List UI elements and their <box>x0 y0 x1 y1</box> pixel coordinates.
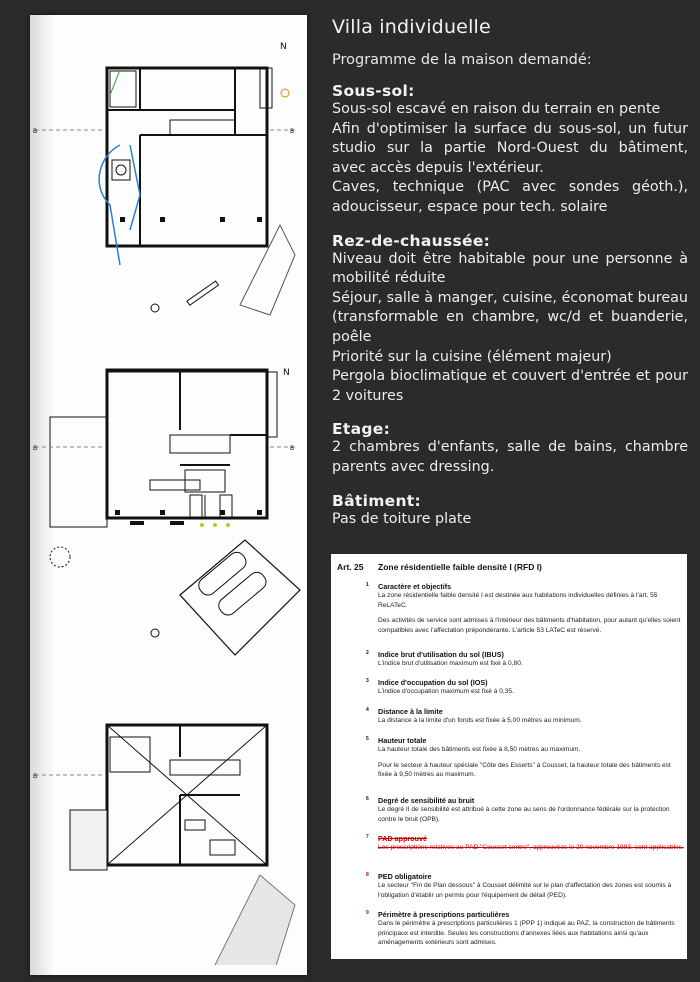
clause-number: 5 <box>366 736 369 742</box>
section-text-upper-floor <box>332 438 688 477</box>
section-mark-b-left-2: B <box>33 445 38 452</box>
clause-paragraph: Dans le périmètre à prescriptions particulières 1 (PPP 1) indiqué au PAZ, la construction de bâtiments principaux est interdite. Seules les constructions d'annexes liées aux habitations ainsi qu'aux aménagements extérieurs sont admises. <box>378 920 675 947</box>
ground-line-1: Niveau doit être habitable pour une personne à mobilité réduite <box>332 250 688 287</box>
program-subtitle: Programme de la maison demandé: <box>332 52 592 68</box>
section-heading-building: Bâtiment: <box>332 491 422 510</box>
clause-2 <box>366 650 684 669</box>
article-number: Art. 25 <box>337 562 364 572</box>
clause-3 <box>366 678 684 697</box>
clause-heading: Hauteur totale <box>378 736 427 745</box>
clause-paragraph: La zone résidentielle faible densité I est destinée aux habitations individuelles définies à l'art. 55 ReLATeC. <box>378 592 658 609</box>
clause-heading: Distance à la limite <box>378 707 443 716</box>
clause-paragraph: L'indice brut d'utilisation maximum est fixé à 0,80. <box>378 660 523 667</box>
clause-paragraph: La distance à la limite d'un fonds est fixée à 5,00 mètres au minimum. <box>378 717 582 724</box>
section-heading-ground-floor: Rez-de-chaussée: <box>332 231 491 250</box>
upper-line-1: 2 chambres d'enfants, salle de bains, chambre parents avec dressing. <box>332 439 688 475</box>
clause-paragraph: Le secteur "Fin de Plan dessous" à Cousset délimité sur le plan d'affectation des zones est soumis à l'obligation d'établir un permis pour l'équipement de détail (PED). <box>378 882 672 899</box>
section-mark-b-right-2: B <box>290 445 295 452</box>
basement-floor-plan <box>30 15 307 335</box>
clause-heading: Indice brut d'utilisation du sol (IBUS) <box>378 650 504 659</box>
clause-heading: Indice d'occupation du sol (IOS) <box>378 678 488 687</box>
clause-1 <box>366 582 684 635</box>
clause-paragraph: Le degré II de sensibilité est attribué à cette zone au sens de l'ordonnance fédérale sur la protection contre le bruit (OPB). <box>378 806 670 823</box>
clause-heading: Périmètre à prescriptions particulières <box>378 910 510 919</box>
clause-paragraph-struck: Les prescriptions relatives au PAD "Cousset centre", approuvées le 20 novembre 1993, sont applicables. <box>378 844 684 851</box>
basement-line-3: Caves, technique (PAC avec sondes géoth.), adoucisseur, espace pour tech. solaire <box>332 179 688 215</box>
clause-number: 9 <box>366 910 369 916</box>
clause-5 <box>366 736 684 780</box>
north-arrow-2: N <box>283 368 290 378</box>
ground-floor-plan <box>30 335 307 665</box>
clause-paragraph: La hauteur totale des bâtiments est fixée à 8,50 mètres au maximum. <box>378 746 581 753</box>
clause-9 <box>366 910 684 948</box>
clause-number: 8 <box>366 872 369 878</box>
section-heading-upper-floor: Etage: <box>332 420 391 439</box>
basement-line-1: Sous-sol escavé en raison du terrain en pente <box>332 101 661 117</box>
clause-number: 3 <box>366 678 369 684</box>
section-mark-b-left-3: B <box>33 773 38 780</box>
clause-heading: Caractère et objectifs <box>378 582 452 591</box>
section-text-ground-floor <box>332 250 688 407</box>
basement-line-2: Afin d'optimiser la surface du sous-sol, un futur studio sur la partie Nord-Ouest du bâtiment, avec accès depuis l'extérieur. <box>332 120 688 176</box>
clause-heading: Degré de sensibilité au bruit <box>378 796 475 805</box>
program-text-panel <box>332 16 688 543</box>
building-line-1: Pas de toiture plate <box>332 510 472 527</box>
section-text-basement <box>332 100 688 218</box>
clause-number: 6 <box>366 796 369 802</box>
clause-number: 7 <box>366 834 369 840</box>
clause-paragraph: Des activités de service sont admises à l'intérieur des bâtiments d'habitation, pour autant qu'elles soient compatibles avec l'affectation prépondérante. L'article 53 LATeC est réservé. <box>378 617 681 634</box>
north-arrow-1: N <box>280 42 287 52</box>
ground-line-4: Pergola bioclimatique et couvert d'entrée et pour 2 voitures <box>332 368 688 404</box>
clause-heading: PED obligatoire <box>378 872 432 881</box>
clause-4 <box>366 707 684 726</box>
clause-8 <box>366 872 684 900</box>
clause-paragraph: L'indice d'occupation maximum est fixé à 0,35. <box>378 688 514 695</box>
article-title: Zone résidentielle faible densité I (RFD I) <box>378 562 542 572</box>
page-title: Villa individuelle <box>332 16 491 38</box>
section-mark-b-left: B <box>33 128 38 135</box>
clause-7 <box>366 834 684 853</box>
section-mark-b-right: B <box>290 128 295 135</box>
clause-number: 4 <box>366 707 369 713</box>
clause-6 <box>366 796 684 824</box>
upper-floor-plan <box>30 665 307 965</box>
clause-paragraph: Pour le secteur à hauteur spéciale "Côte des Esserts" à Cousset, la hauteur totale des bâtiments est fixée à 9,50 mètres au maximum. <box>378 761 671 779</box>
section-heading-basement: Sous-sol: <box>332 82 415 100</box>
regulation-excerpt <box>331 554 687 959</box>
ground-line-2: Séjour, salle à manger, cuisine, économat bureau (transformable en chambre, wc/d et buanderie, poêle <box>332 289 688 345</box>
clause-heading-struck: PAD approuvé <box>378 834 427 843</box>
clause-number: 1 <box>366 582 369 588</box>
clause-number: 2 <box>366 650 369 656</box>
ground-line-3: Priorité sur la cuisine (élément majeur) <box>332 348 612 365</box>
section-text-building <box>332 510 688 530</box>
floor-plans-board <box>30 15 307 975</box>
